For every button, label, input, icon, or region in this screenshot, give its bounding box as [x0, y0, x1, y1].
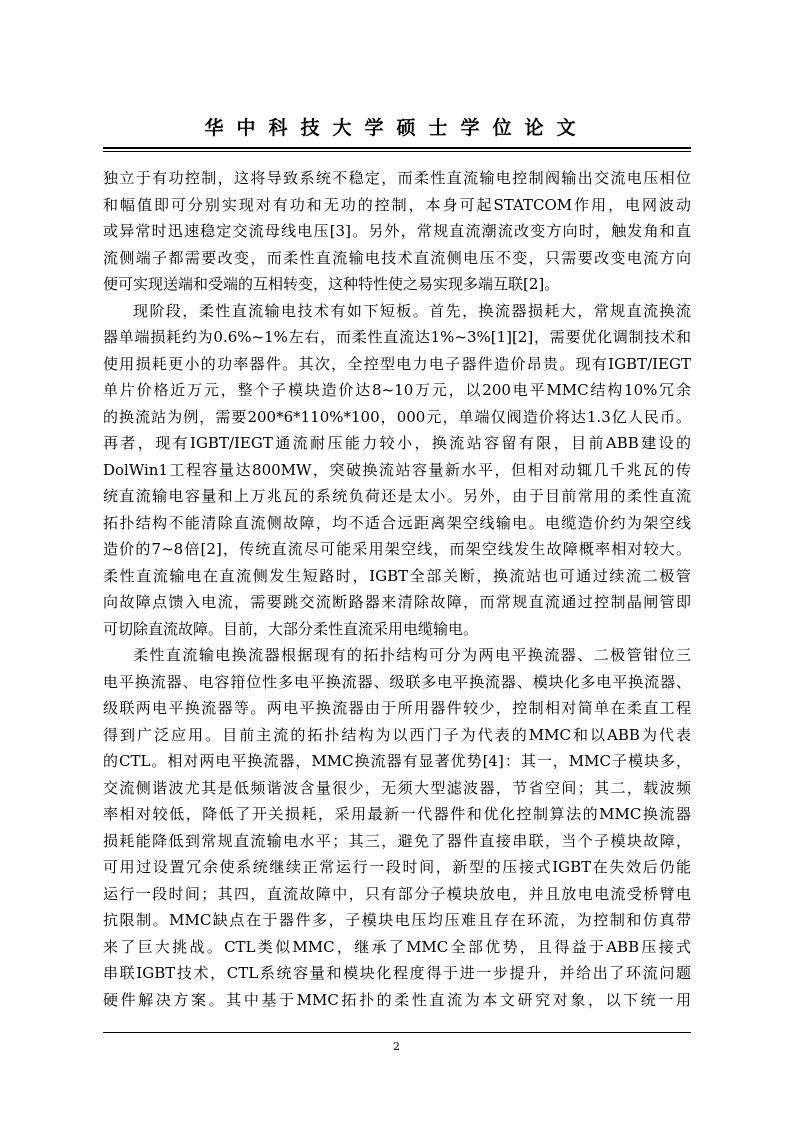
text-line: 硬件解决方案。其中基于MMC拓扑的柔性直流为本文研究对象，以下统一用	[103, 990, 691, 1009]
body-text	[103, 165, 691, 1013]
text-line: 损耗能降低到常规直流输电水平；其三，避免了器件直接串联，当个子模块故障，	[103, 831, 691, 850]
header-rule-thin	[103, 151, 691, 152]
footer-rule	[103, 1032, 691, 1033]
text-line: 可用过设置冗余使系统继续正常运行一段时间，新型的压接式IGBT在失效后仍能	[103, 858, 691, 876]
text-line: 柔性直流输电在直流侧发生短路时，IGBT全部关断，换流站也可通过续流二极管	[103, 566, 691, 585]
text-line: 独立于有功控制，这将导致系统不稳定，而柔性直流输电控制阀输出交流电压相位	[103, 169, 691, 187]
text-line: 便可实现送端和受端的互相转变，这种特性使之易实现多端互联[2]。	[103, 275, 560, 293]
text-line: 的CTL。相对两电平换流器，MMC换流器有显著优势[4]：其一，MMC子模块多，	[103, 752, 691, 770]
text-line: 电平换流器、电容箝位性多电平换流器、级联多电平换流器、模块化多电平换流器、	[103, 672, 691, 691]
text-line: 级联两电平换流器等。两电平换流器由于所用器件较少，控制相对简单在柔直工程	[103, 699, 691, 717]
text-line: 的换流站为例，需要200*6*110%*100，000元，单端仅阀造价将达1.3亿人民币。	[103, 407, 691, 426]
text-line: 单片价格近万元，整个子模块造价达8~10万元，以200电平MMC结构10%冗余	[103, 381, 691, 399]
text-line: 串联IGBT技术，CTL系统容量和模块化程度得于进一步提升，并给出了环流问题	[103, 964, 691, 982]
text-line: 使用损耗更小的功率器件。其次，全控型电力电子器件造价昂贵。现有IGBT/IEGT	[103, 354, 691, 373]
text-line: 拓扑结构不能清除直流侧故障，均不适合远距离架空线输电。电缆造价约为架空线	[103, 513, 691, 532]
text-line: 柔性直流输电换流器根据现有的拓扑结构可分为两电平换流器、二极管钳位三	[133, 646, 691, 664]
text-line: 或异常时迅速稳定交流母线电压[3]。另外，常规直流潮流改变方向时，触发角和直	[103, 222, 691, 240]
text-line: DolWin1工程容量达800MW，突破换流站容量新水平，但相对动辄几千兆瓦的传	[103, 460, 691, 479]
text-line: 和幅值即可分别实现对有功和无功的控制，本身可起STATCOM作用，电网波动	[103, 195, 691, 214]
text-line: 交流侧谐波尤其是低频谐波含量很少，无须大型滤波器，节省空间；其二，载波频	[103, 778, 691, 797]
text-line: 统直流输电容量和上万兆瓦的系统负荷还是太小。另外，由于目前常用的柔性直流	[103, 487, 691, 505]
text-line: 器单端损耗约为0.6%~1%左右，而柔性直流达1%~3%[1][2]，需要优化调制技术和	[103, 328, 691, 346]
text-line: 率相对较低，降低了开关损耗，采用最新一代器件和优化控制算法的MMC换流器	[103, 805, 691, 823]
text-line: 得到广泛应用。目前主流的拓扑结构为以西门子为代表的MMC和以ABB为代表	[103, 725, 691, 744]
text-line: 向故障点馈入电流，需要跳交流断路器来清除故障，而常规直流通过控制晶闸管即	[103, 593, 691, 611]
header-rule-thick	[103, 147, 691, 149]
text-line: 现阶段，柔性直流输电技术有如下短板。首先，换流器损耗大，常规直流换流	[133, 301, 691, 320]
text-line: 再者，现有IGBT/IEGT通流耐压能力较小，换流站容留有限，目前ABB建设的	[103, 434, 691, 452]
page-number: 2	[393, 1040, 400, 1053]
text-line: 流侧端子都需要改变，而柔性直流输电技术直流侧电压不变，只需要改变电流方向	[103, 248, 691, 267]
text-line: 造价的7~8倍[2]，传统直流尽可能采用架空线，而架空线发生故障概率相对较大。	[103, 540, 691, 558]
text-line: 运行一段时间；其四，直流故障中，只有部分子模块放电，并且放电电流受桥臂电	[103, 884, 691, 903]
text-line: 来了巨大挑战。CTL类似MMC，继承了MMC全部优势，且得益于ABB压接式	[103, 937, 691, 956]
text-line: 可切除直流故障。目前，大部分柔性直流采用电缆输电。	[103, 619, 479, 638]
text-line: 抗限制。MMC缺点在于器件多，子模块电压均压难且存在环流，为控制和仿真带	[103, 911, 691, 929]
running-header-title: 华中科技大学硕士学位论文	[204, 117, 589, 139]
